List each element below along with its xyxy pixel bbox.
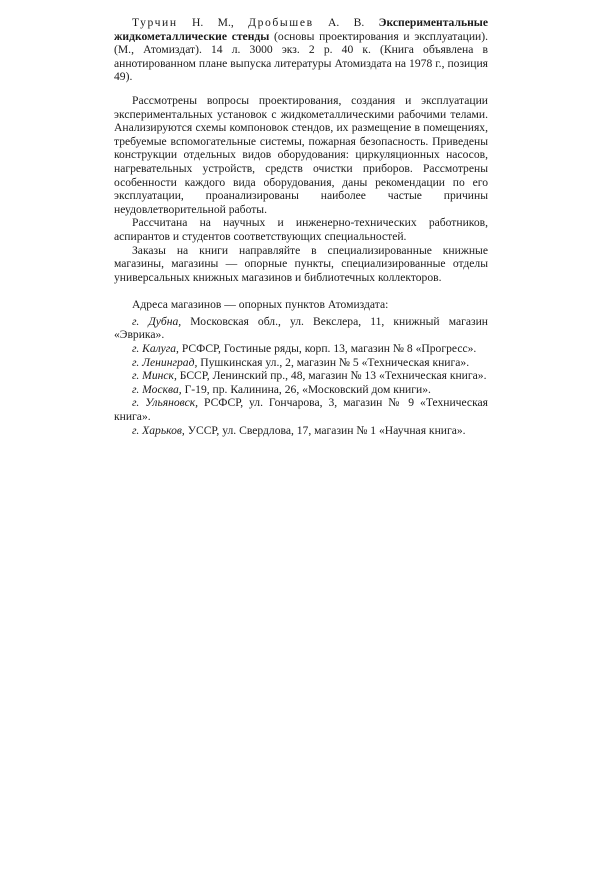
address-item [114, 369, 488, 383]
address-city: г. Ленинград, [132, 355, 198, 369]
coauthor-initials: А. В. [328, 16, 365, 29]
address-text: УССР, ул. Свердлова, 17, магазин № 1 «Научная книга». [187, 423, 466, 437]
book-details: (основы проектирования и эксплуатации). (М., Атомиздат). 14 л. 3000 экз. 2 р. 40 к. (Книга объявлена в аннотированном плане выпуска литературы Атомиздата на 1978 г., позиция 49). [114, 29, 489, 84]
address-list [114, 315, 488, 437]
audience-paragraph: Рассчитана на научных и инженерно-технических работников, аспирантов и студентов соответствующих специальностей. [114, 216, 488, 243]
author-initials: Н. М., [192, 16, 234, 29]
address-item [114, 396, 488, 423]
book-title: Экспериментальные жидкометаллические стенды [114, 16, 488, 43]
orders-paragraph: Заказы на книги направляйте в специализированные книжные магазины, магазины — опорные пункты, специализированные отделы универсальных книжных магазинов и библиотечных коллекторов. [114, 243, 488, 284]
address-item [114, 342, 488, 356]
address-city: г. Ульяновск, [132, 396, 199, 410]
coauthor-surname: Дробышев [248, 16, 314, 29]
address-item [114, 315, 488, 342]
address-text: РСФСР, Гостиные ряды, корп. 13, магазин № 8 «Прогресс». [181, 342, 477, 356]
address-text: Г-19, пр. Калинина, 26, «Московский дом книги». [184, 382, 431, 396]
address-city: г. Харьков, [132, 423, 185, 437]
address-city: г. Калуга, [132, 342, 179, 356]
address-city: г. Минск, [132, 369, 177, 383]
addresses-heading: Адреса магазинов — опорных пунктов Атомиздата: [132, 298, 389, 312]
address-item [114, 424, 488, 438]
address-text: Пушкинская ул., 2, магазин № 5 «Техническая книга». [200, 355, 470, 369]
address-text: Московская обл., ул. Векслера, 11, книжный магазин «Эврика». [114, 314, 488, 342]
address-text: БССР, Ленинский пр., 48, магазин № 13 «Техническая книга». [179, 369, 487, 383]
address-text: РСФСР, ул. Гончарова, 3, магазин № 9 «Техническая книга». [114, 396, 489, 424]
address-item [114, 356, 488, 370]
book-annotation [114, 16, 488, 84]
author-surname: Турчин [132, 16, 178, 29]
document-page [114, 16, 488, 437]
description-paragraph: Рассмотрены вопросы проектирования, создания и эксплуатации экспериментальных установок с жидкометаллическими рабочими телами. Анализируются схемы компоновок стендов, их размещение в помещениях, требуемые вспомогательные системы, пожарная безопасность. Приведены конструкции отдельных видов оборудования: циркуляционных насосов, нагревательных устройств, средств очистки приборов. Рассмотрены особенности каждого вида оборудования, даны рекомендации по его эксплуатации, проанализированы наиболее частые причины неудовлетворительной работы. [114, 93, 488, 216]
address-city: г. Дубна, [132, 314, 182, 328]
address-item [114, 383, 488, 397]
address-city: г. Москва, [132, 382, 182, 396]
